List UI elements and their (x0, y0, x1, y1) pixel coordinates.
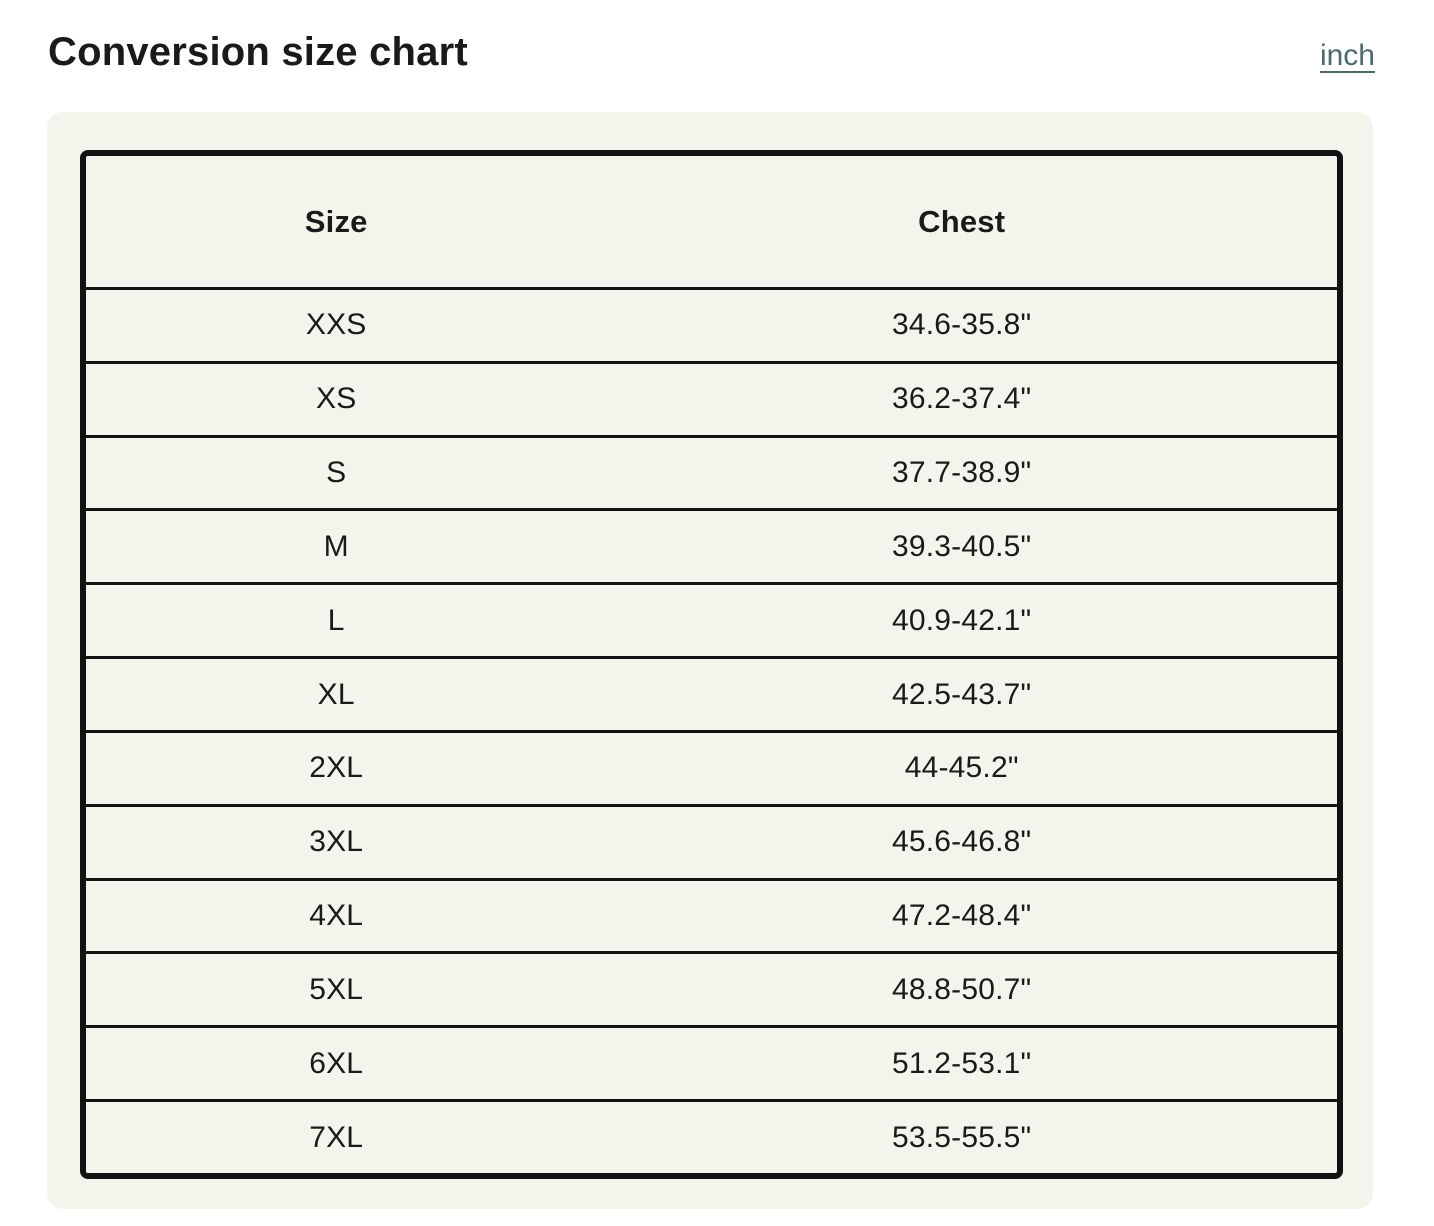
unit-toggle-link[interactable]: inch (1319, 39, 1375, 72)
size-cell: XS (315, 382, 357, 416)
chest-cell: 47.2-48.4" (891, 899, 1032, 933)
table-row (86, 881, 1337, 955)
table-row (86, 954, 1337, 1028)
chest-cell: 51.2-53.1" (891, 1046, 1032, 1080)
size-cell: 4XL (309, 899, 364, 933)
table-row (86, 364, 1337, 438)
page-title: Conversion size chart (48, 30, 468, 74)
table-header-row (86, 156, 1337, 290)
chest-cell: 53.5-55.5" (891, 1120, 1032, 1154)
table-row (86, 585, 1337, 659)
size-cell: M (323, 529, 349, 563)
size-cell: 2XL (309, 751, 364, 785)
column-header-size: Size (304, 203, 368, 239)
size-cell: XXS (305, 308, 367, 342)
chest-cell: 36.2-37.4" (891, 382, 1032, 416)
table-row (86, 511, 1337, 585)
size-cell: 6XL (309, 1046, 364, 1080)
size-cell: XL (317, 677, 355, 711)
size-cell: 7XL (309, 1120, 364, 1154)
table-row (86, 1028, 1337, 1102)
header (0, 0, 1434, 76)
chest-cell: 45.6-46.8" (891, 825, 1032, 859)
size-cell: 5XL (309, 972, 364, 1006)
table-row (86, 438, 1337, 512)
table-row (86, 1102, 1337, 1173)
chest-cell: 37.7-38.9" (891, 456, 1032, 490)
chest-cell: 40.9-42.1" (891, 603, 1032, 637)
size-chart-table (80, 150, 1343, 1179)
chest-cell: 39.3-40.5" (891, 529, 1032, 563)
size-chart-panel (47, 112, 1373, 1209)
chest-cell: 48.8-50.7" (891, 972, 1032, 1006)
chest-cell: 44-45.2" (904, 751, 1019, 785)
size-cell: L (327, 603, 345, 637)
size-cell: S (326, 456, 347, 490)
chest-cell: 42.5-43.7" (891, 677, 1032, 711)
table-row (86, 807, 1337, 881)
size-cell: 3XL (309, 825, 364, 859)
chest-cell: 34.6-35.8" (891, 308, 1032, 342)
table-row (86, 733, 1337, 807)
table-row (86, 659, 1337, 733)
column-header-chest: Chest (918, 203, 1006, 239)
table-body (86, 290, 1337, 1173)
table-row (86, 290, 1337, 364)
